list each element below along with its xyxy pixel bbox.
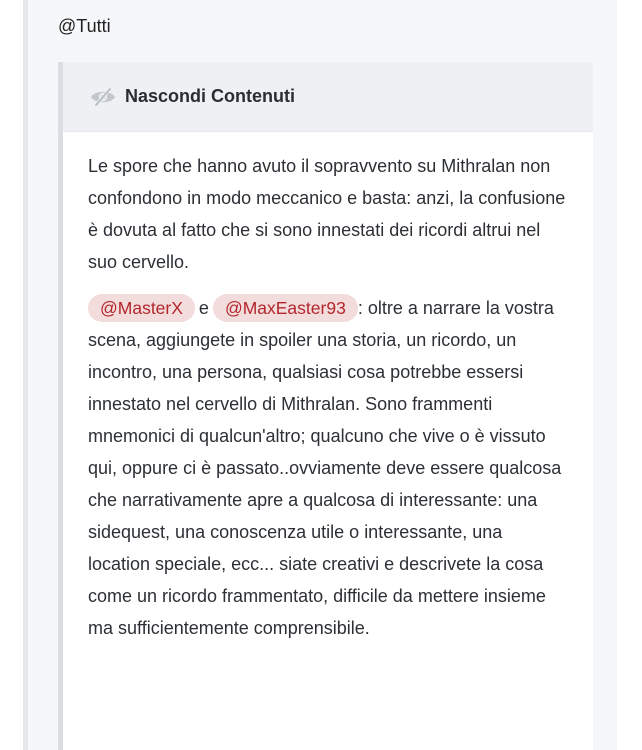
spoiler-paragraph-1: Le spore che hanno avuto il sopravvento su Mithralan non confondono in modo meccanico e basta: anzi, la confusione è dovuta al fatto che si sono innestati dei ricordi altrui nel suo cervello.	[88, 156, 566, 272]
spoiler-block	[58, 62, 593, 750]
spoiler-paragraph-2	[88, 292, 567, 644]
spoiler-body	[63, 132, 593, 644]
spoiler-title: Nascondi Contenuti	[125, 86, 295, 106]
mention-maxeaster93[interactable]: @MaxEaster93	[213, 294, 358, 322]
spoiler-paragraph-2-text: : oltre a narrare la vostra scena, aggiungete in spoiler una storia, un ricordo, un incontro, una persona, qualsiasi cosa potrebbe essersi innestato nel cervello di Mithralan. Sono frammenti mnemonici di qualcun'altro; qualcuno che vive o è vissuto qui, oppure ci è passato..ovviamente deve essere qualcosa che narrativamente apre a qualcosa di interessante: una sidequest, una conoscenza utile o interessante, una location speciale, ecc... siate creativi e descrivete la cosa come un ricordo frammentato, difficile da mettere insieme ma sufficientemente comprensibile.	[88, 298, 562, 638]
post-content	[28, 0, 617, 750]
spoiler-toggle[interactable]	[63, 62, 593, 132]
mention-all[interactable]: @Tutti	[58, 16, 111, 36]
conjunction-text: e	[198, 298, 209, 318]
mention-masterx[interactable]: @MasterX	[88, 294, 195, 322]
eye-slash-icon	[89, 87, 117, 107]
